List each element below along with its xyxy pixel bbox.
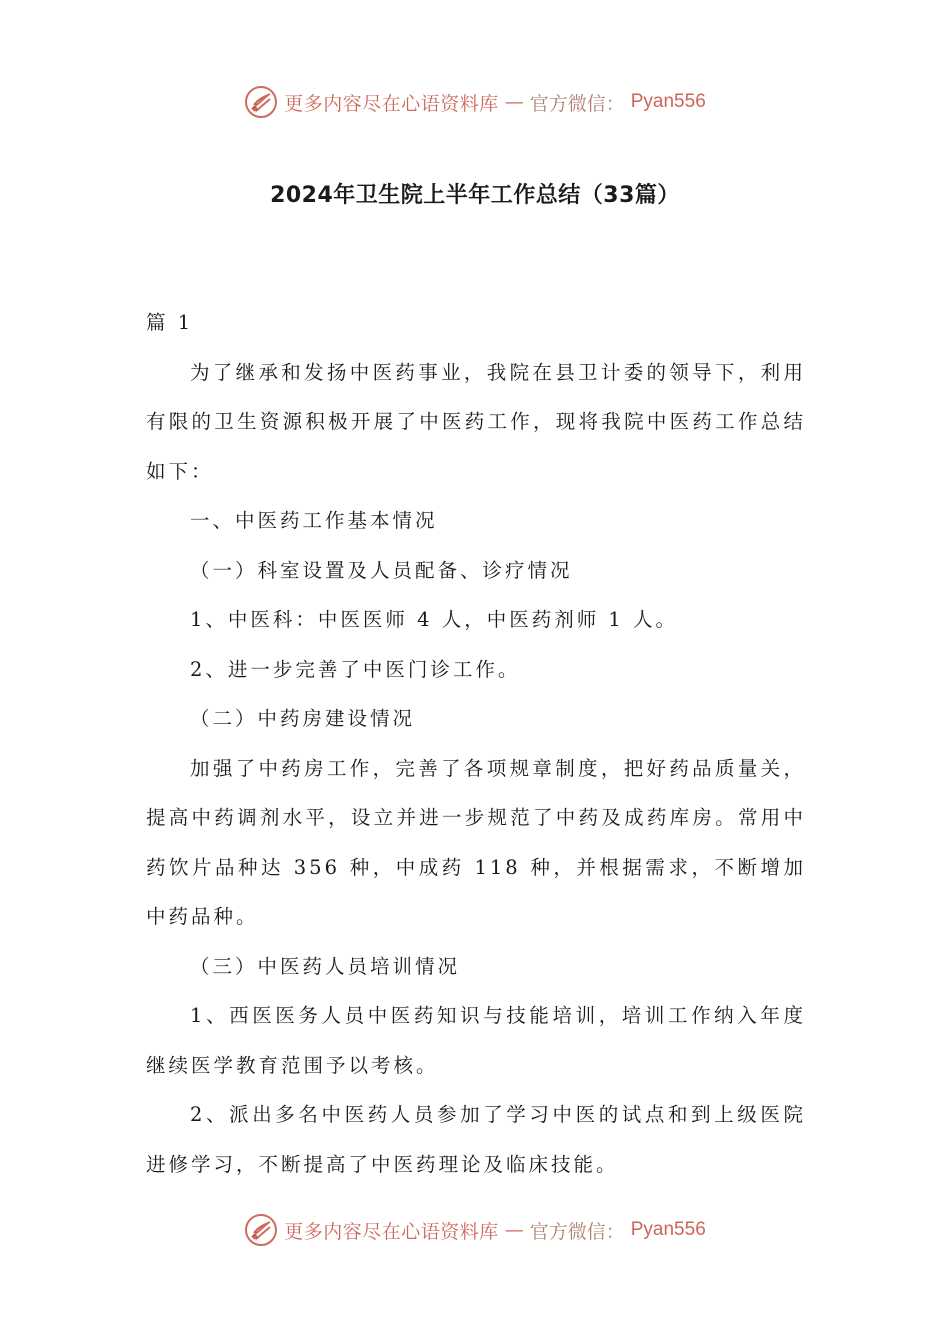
footer-watermark-banner (0, 1208, 950, 1252)
document-body (146, 298, 806, 1189)
banner-dash: — (504, 91, 524, 113)
banner-dash: — (504, 1219, 524, 1241)
list-item: 2、进一步完善了中医门诊工作。 (190, 657, 521, 681)
heading-level-2: （二）中药房建设情况 (190, 707, 416, 730)
logo-icon (244, 85, 278, 119)
section-label: 篇 1 (146, 311, 194, 334)
logo-icon (244, 1213, 278, 1247)
banner-text: 更多内容尽在心语资料库 (284, 1220, 499, 1243)
banner-wechat-id: Pyan556 (630, 91, 706, 112)
banner-wechat-label: 官方微信： (529, 1220, 625, 1243)
paragraph: 为了继承和发扬中医药事业，我院在县卫计委的领导下，利用有限的卫生资源积极开展了中医药工作，现将我院中医药工作总结如下： (146, 360, 806, 483)
heading-level-1: 一、中医药工作基本情况 (190, 509, 438, 532)
heading-level-2: （一）科室设置及人员配备、诊疗情况 (190, 558, 573, 582)
list-item: 2、派出多名中医药人员参加了学习中医的试点和到上级医院进修学习，不断提高了中医药理论及临床技能。 (146, 1103, 806, 1176)
paragraph: 加强了中药房工作，完善了各项规章制度，把好药品质量关，提高中药调剂水平，设立并进一步规范了中药及成药库房。常用中药饮片品种达 356 种，中成药 118 种，并根据需求，不断增加中药品种。 (146, 756, 806, 928)
list-item: 1、西医医务人员中医药知识与技能培训，培训工作纳入年度继续医学教育范围予以考核。 (146, 1004, 806, 1077)
heading-level-2: （三）中医药人员培训情况 (190, 954, 461, 978)
document-title: 2024年卫生院上半年工作总结（33篇） (270, 183, 680, 208)
banner-wechat-id: Pyan556 (630, 1219, 706, 1240)
banner-wechat-label: 官方微信： (529, 92, 625, 115)
header-watermark-banner (0, 80, 950, 124)
list-item: 1、中医科：中医医师 4 人，中医药剂师 1 人。 (190, 608, 679, 631)
banner-text: 更多内容尽在心语资料库 (284, 92, 499, 115)
